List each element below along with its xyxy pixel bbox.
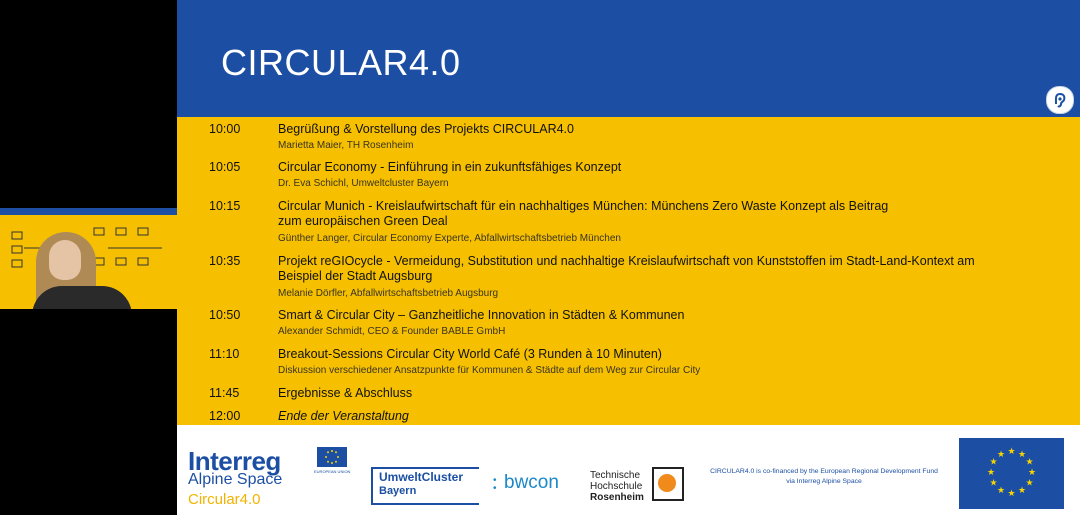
cofinance-note	[694, 467, 954, 487]
agenda-title: Circular Munich - Kreislaufwirtschaft für ein nachhaltiges München: Münchens Zero Waste Konzept als Beitrag zum europäischen Green Deal	[278, 199, 889, 228]
th-rosenheim-mark-icon	[652, 467, 684, 501]
slide-header	[177, 0, 1080, 117]
agenda-title: Breakout-Sessions Circular City World Café (3 Runden à 10 Minuten)	[278, 347, 662, 361]
svg-text:★: ★	[1027, 468, 1037, 478]
cofinance-line2: via Interreg Alpine Space	[786, 478, 862, 485]
umweltcluster-logo-subtext: Bayern	[379, 485, 417, 497]
th-line1: Technische	[590, 470, 641, 481]
agenda-time: 10:50	[209, 308, 241, 322]
webcam-slide-header	[0, 208, 177, 215]
bwcon-logo-text: bwcon	[504, 472, 559, 493]
agenda-speaker: Dr. Eva Schichl, Umweltcluster Bayern	[278, 178, 449, 189]
agenda-time: 11:45	[209, 386, 240, 400]
speaker-face	[49, 240, 81, 280]
svg-text:★: ★	[996, 450, 1006, 460]
agenda-time: 10:05	[209, 160, 241, 174]
agenda-list	[177, 117, 1080, 425]
sponsor-footer	[177, 425, 1080, 515]
agenda-time: 10:00	[209, 122, 241, 136]
cofinance-line1: CIRCULAR4.0 is co-financed by the European Regional Development Fund	[710, 468, 938, 475]
svg-text:★: ★	[1007, 489, 1016, 499]
bwcon-dots-icon: • •	[493, 475, 497, 494]
svg-text:★: ★	[1017, 486, 1027, 496]
alpine-space-text: Alpine Space	[188, 471, 283, 488]
svg-text:★: ★	[989, 457, 998, 468]
th-line2: Hochschule	[590, 481, 643, 492]
agenda-title: Ergebnisse & Abschluss	[278, 386, 413, 400]
agenda-time: 10:15	[209, 199, 241, 213]
agenda-time: 10:35	[209, 254, 241, 268]
ear-icon	[1047, 87, 1073, 113]
svg-text:★: ★	[1025, 478, 1034, 489]
svg-text:★: ★	[989, 478, 998, 489]
agenda-speaker: Alexander Schmidt, CEO & Founder BABLE GmbH	[278, 326, 506, 337]
svg-text:★: ★	[1007, 447, 1016, 457]
eu-flag-icon	[959, 438, 1064, 509]
th-line3: Rosenheim	[590, 492, 644, 503]
webcam-video[interactable]	[0, 208, 177, 309]
umweltcluster-logo-text: UmweltCluster	[379, 470, 464, 484]
agenda-speaker: Diskussion verschiedener Ansatzpunkte für Kommunen & Städte auf dem Weg zur Circular City	[278, 365, 701, 376]
eu-flag-small-icon	[317, 447, 347, 467]
agenda-title: Circular Economy - Einführung in ein zukunftsfähiges Konzept	[278, 160, 622, 174]
agenda-title: Smart & Circular City – Ganzheitliche Innovation in Städten & Kommunen	[278, 308, 685, 322]
eu-label: EUROPEAN UNION	[314, 469, 351, 474]
ear-icon-button[interactable]	[1046, 86, 1074, 114]
agenda-title: Begrüßung & Vorstellung des Projekts CIRCULAR4.0	[278, 122, 574, 136]
presentation-slide	[177, 0, 1080, 515]
speaker-body	[32, 286, 132, 309]
agenda-speaker: Günther Langer, Circular Economy Experte, Abfallwirtschaftsbetrieb München	[278, 233, 621, 244]
svg-text:★: ★	[1017, 450, 1027, 460]
participant-panel	[0, 0, 177, 515]
interreg-logo-text: Interreg	[188, 446, 281, 476]
agenda-time: 11:10	[209, 347, 240, 361]
agenda-speaker: Melanie Dörfler, Abfallwirtschaftsbetrieb Augsburg	[278, 288, 499, 299]
agenda-title: Projekt reGIOcycle - Vermeidung, Substitution und nachhaltige Kreislaufwirtschaft von Kunststoffen im Stadt-Land-Kontext am Beispiel der Stadt Augsburg	[278, 254, 975, 283]
svg-text:★: ★	[996, 486, 1006, 496]
svg-text:★: ★	[986, 468, 996, 478]
circular-logo-text: Circular4.0	[188, 491, 261, 508]
agenda-time: 12:00	[209, 409, 241, 423]
svg-text:★: ★	[1025, 457, 1034, 468]
slide-title: CIRCULAR4.0	[221, 42, 461, 83]
agenda-speaker: Marietta Maier, TH Rosenheim	[278, 140, 414, 151]
agenda-title: Ende der Veranstaltung	[278, 409, 409, 423]
